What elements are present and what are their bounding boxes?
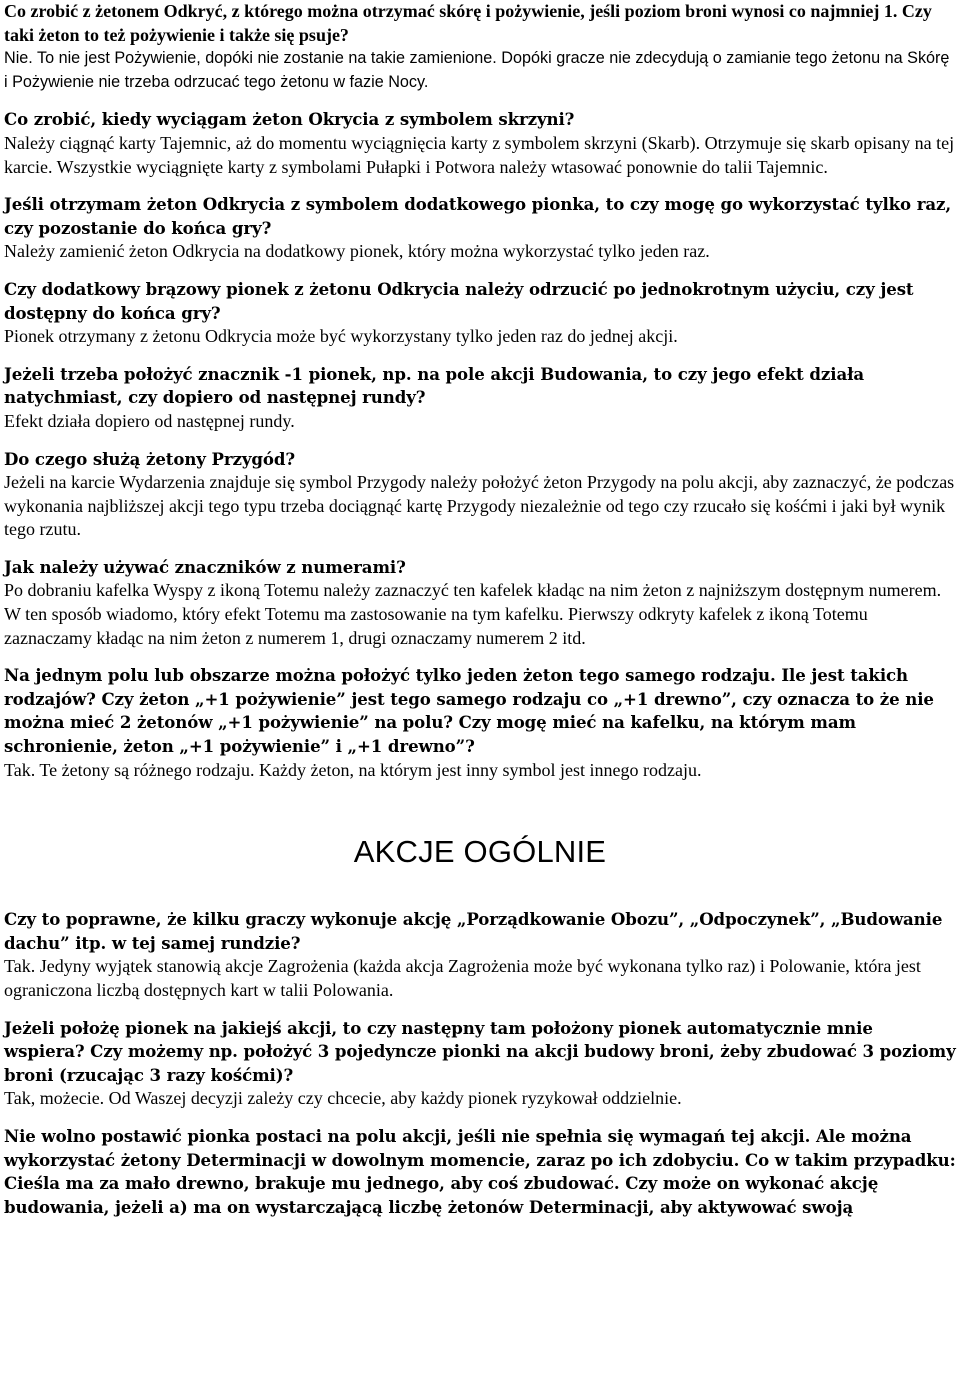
faq-question: Do czego służą żetony Przygód? bbox=[4, 448, 295, 469]
section-heading: AKCJE OGÓLNIE bbox=[353, 834, 607, 870]
faq-item bbox=[4, 0, 956, 94]
faq-answer: Efekt działa dopiero od następnej rundy. bbox=[4, 410, 295, 431]
spacer bbox=[4, 264, 956, 278]
spacer bbox=[4, 179, 956, 193]
spacer bbox=[4, 650, 956, 664]
faq-item bbox=[4, 108, 956, 179]
spacer bbox=[4, 542, 956, 556]
faq-item bbox=[4, 448, 956, 542]
faq-item bbox=[4, 908, 956, 1002]
faq-answer: Należy ciągnąć karty Tajemnic, aż do momentu wyciągnięcia karty z symbolem skrzyni (Skarb). Otrzymuje się skarb opisany na tej karcie. Wszystkie wyciągnięte karty z symbolami Pułapki i Potwora należy wtasować ponownie do talii Tajemnic. bbox=[4, 132, 955, 177]
faq-question: Czy dodatkowy brązowy pionek z żetonu Odkrycia należy odrzucić po jednokrotnym użyciu, czy jest dostępny do końca gry? bbox=[4, 278, 914, 323]
spacer bbox=[4, 434, 956, 448]
spacer bbox=[4, 94, 956, 108]
faq-question: Co zrobić z żetonem Odkryć, z którego można otrzymać skórę i pożywienie, jeśli poziom broni wynosi co najmniej 1. Czy taki żeton to też pożywienie i także się psuje? bbox=[4, 1, 932, 45]
faq-answer: Jeżeli na karcie Wydarzenia znajduje się symbol Przygody należy położyć żeton Przygody na polu akcji, aby zaznaczyć, że podczas wykonania najbliższej akcji tego typu trzeba dociągnąć kartę Przygody niezależnie od tego czy rzucało się kośćmi i jaki był wynik tego rzutu. bbox=[4, 472, 955, 540]
faq-question: Nie wolno postawić pionka postaci na polu akcji, jeśli nie spełnia się wymagań tej akcji. Ale można wykorzystać żetony Determinacji w dowolnym momencie, zaraz po ich zdobyciu. Co w takim przypadku: Cieśla ma za mało drewno, brakuje mu jednego, aby coś zbudować. Czy może on wykonać akcję budowania, jeżeli a) ma on wystarczającą liczbę żetonów Determinacji, aby aktywować swoją bbox=[4, 1125, 956, 1217]
faq-answer: Należy zamienić żeton Odkrycia na dodatkowy pionek, który można wykorzystać tylko jeden raz. bbox=[4, 241, 710, 262]
faq-answer: Pionek otrzymany z żetonu Odkrycia może być wykorzystany tylko jeden raz do jednej akcji. bbox=[4, 326, 678, 347]
spacer bbox=[4, 349, 956, 363]
faq-question: Jeżeli położę pionek na jakiejś akcji, to czy następny tam położony pionek automatycznie mnie wspiera? Czy możemy np. położyć 3 pojedyncze pionki na akcji budowy broni, żeby zbudować 3 poziomy broni (rzucając 3 razy kośćmi)? bbox=[4, 1017, 956, 1085]
faq-item bbox=[4, 278, 956, 349]
faq-answer: Nie. To nie jest Pożywienie, dopóki nie zostanie na takie zamienione. Dopóki gracze nie zdecydują o zamianie tego żetonu na Skórę i Pożywienie nie trzeba odrzucać tego żetonu w fazie Nocy. bbox=[4, 49, 950, 91]
faq-answer: Po dobraniu kafelka Wyspy z ikoną Totemu należy zaznaczyć ten kafelek kładąc na nim żeton z najniższym dostępnym numerem. W ten sposób wiadomo, który efekt Totemu ma zastosowanie na tym kafelku. Pierwszy odkryty kafelek z ikoną Totemu zaznaczamy kładąc na nim żeton z numerem 1, drugi oznaczamy numerem 2 itd. bbox=[4, 580, 942, 648]
spacer bbox=[4, 1003, 956, 1017]
faq-item bbox=[4, 1125, 956, 1219]
spacer bbox=[4, 1111, 956, 1125]
faq-item bbox=[4, 193, 956, 264]
faq-question: Czy to poprawne, że kilku graczy wykonuje akcję „Porządkowanie Obozu”, „Odpoczynek”, „Budowanie dachu” itp. w tej samej rundzie? bbox=[4, 909, 943, 953]
faq-item bbox=[4, 556, 956, 650]
faq-question: Jeśli otrzymam żeton Odkrycia z symbolem dodatkowego pionka, to czy mogę go wykorzystać tylko raz, czy pozostanie do końca gry? bbox=[4, 194, 951, 238]
faq-question: Jak należy używać znaczników z numerami? bbox=[4, 556, 406, 577]
faq-question: Co zrobić, kiedy wyciągam żeton Okrycia z symbolem skrzyni? bbox=[4, 109, 575, 130]
faq-item bbox=[4, 1017, 956, 1111]
faq-question: Jeżeli trzeba położyć znacznik -1 pionek, np. na pole akcji Budowania, to czy jego efekt działa natychmiast, czy dopiero od następnej rundy? bbox=[4, 363, 865, 408]
faq-item bbox=[4, 664, 956, 782]
faq-answer: Tak, możecie. Od Waszej decyzji zależy czy chcecie, aby każdy pionek ryzykował oddzielnie. bbox=[4, 1088, 682, 1109]
faq-item bbox=[4, 363, 956, 434]
document-page bbox=[4, 0, 956, 1219]
faq-question: Na jednym polu lub obszarze można położyć tylko jeden żeton tego samego rodzaju. Ile jest takich rodzajów? Czy żeton „+1 pożywienie” jest tego samego rodzaju co „+1 drewno”, czy oznacza to że nie można mieć 2 żetonów „+1 pożywienie” na polu? Czy mogę mieć na kafelku, na którym mam schronienie, żeton „+1 pożywienie” i „+1 drewno”? bbox=[4, 665, 934, 757]
faq-answer: Tak. Jedyny wyjątek stanowią akcje Zagrożenia (każda akcja Zagrożenia może być wykonana tylko raz) i Polowanie, która jest ograniczona liczbą dostępnych kart w talii Polowania. bbox=[4, 956, 921, 1000]
faq-answer: Tak. Te żetony są różnego rodzaju. Każdy żeton, na którym jest inny symbol jest innego rodzaju. bbox=[4, 759, 702, 780]
